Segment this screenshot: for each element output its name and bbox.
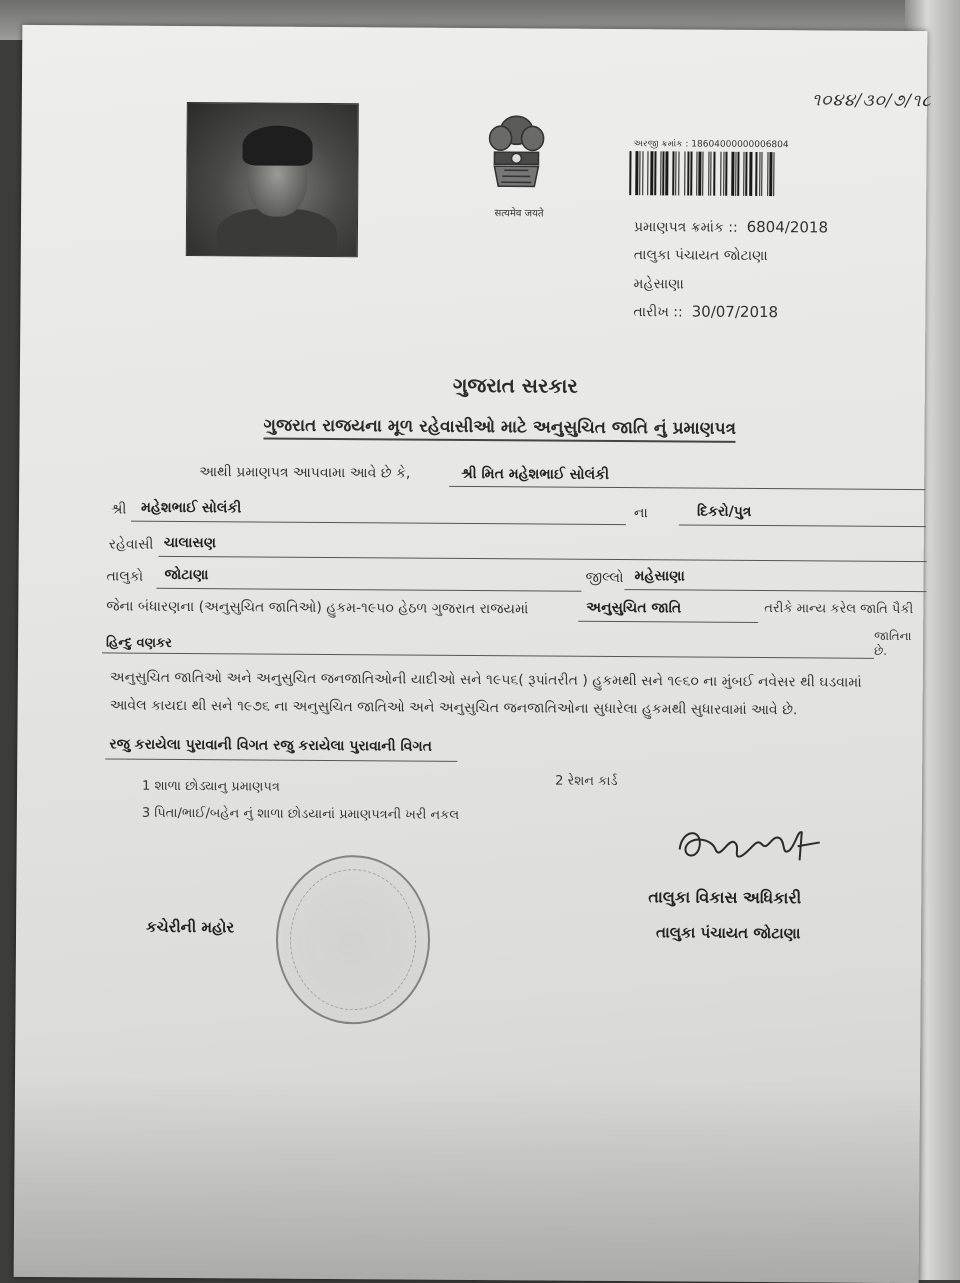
category-value: અનુસુચિત જાતિ [586,599,682,617]
emblem-motto: सत्यमेव जयते [494,208,544,220]
office-district: મહેસાણા [633,276,684,293]
application-number: અરજી ક્રમાંક : 18604000000006804 [633,139,789,151]
evidence-heading: રજુ કરાયેલા પુરાવાની વિગત રજુ કરાયેલા પુરાવાની વિગત [109,736,433,755]
na-label: ના [633,505,648,522]
district-label: જીલ્લો [585,569,624,587]
shri-label: શ્રી [110,501,127,518]
officer-office: તાલુકા પંચાયત જોટાણા [655,923,801,943]
taluka-label: તાલુકો [106,568,144,585]
order-text: જેના બંધારણના (અનુસુચિત જાતિઓ) હુકમ-૧૯૫૦ હેઠળ ગુજરાત રાજયમાં [106,598,529,618]
intro-label: આથી પ્રમાણપત્ર આપવામા આવે છે કે, [199,464,411,482]
officer-signature [672,819,832,870]
taluka-value: જોટાણા [164,566,209,584]
barcode [629,151,837,196]
paragraph-line-1: અનુસુચિત જાતિઓ અને અનુસુચિત જનજાતિઓની યાદીઓ સને ૧૯૫૬( રૂપાંતરીત ) હુકમથી સને ૧૯૬૦ ના મુંબઈ નવેસર થી ઘડવામાં [109,669,862,691]
resident-village: ચાલાસણ [163,534,217,552]
evidence-item-2: 2 રેશન કાર્ડ [555,773,618,790]
evidence-item-3: 3 પિતા/ભાઈ/બહેન નું શાળા છોડયાનાં પ્રમાણપત્રની ખરી નકલ [141,805,460,823]
office-name: તાલુકા પંચાયત જોટાણા [633,247,768,265]
handwritten-reference: ૧૦૪૪/૩૦/૭/૧૮ [811,90,932,112]
paper-shadow [14,1075,920,1283]
officer-title: તાલુકા વિકાસ અધિકારી [648,887,802,908]
certificate-paper [14,25,932,1283]
office-seal-label: કચેરીની મહોર [146,917,235,937]
caste-suffix: જાતિના છે. [873,628,912,658]
parent-name: મહેશભાઈ સોલંકી [140,499,242,517]
applicant-photo [186,102,359,257]
certificate-number: પ્રમાણપત્ર ક્રમાંક :: 6804/2018 [633,217,829,237]
district-value: મહેસાણા [634,568,685,585]
paragraph-line-2: આવેલ કાયદા થી સને ૧૯૭૬ ના અનુસુચિત જાતિઓ અને અનુસુચિત જનજાતિઓના સુધારેલા હુકમથી સુધારવામાં આવે છે. [109,697,798,719]
evidence-item-1: 1 શાળા છોડ્યાનુ પ્રમાણપત્ર [142,778,280,795]
holder-name: શ્રી મિત મહેશભાઈ સોલંકી [461,465,610,483]
certificate-title: ગુજરાત રાજયના મૂળ રહેવાસીઓ માટે અનુસુચિત જાતિ નું પ્રમાણપત્ર [263,416,736,443]
office-seal-stamp [275,855,430,1025]
national-emblem-icon [476,108,557,209]
resident-label: રહેવાસી [108,536,154,553]
recognized-text: તરીકે માન્ય કરેલ જાતિ પૈકી [764,601,914,618]
caste-value: હિન્દુ વણકર [106,635,172,651]
relation: દિકરો/પુત્ર [696,503,752,520]
government-heading: ગુજરાત સરકાર [452,372,578,398]
issue-date: તારીખ :: 30/07/2018 [633,302,779,322]
